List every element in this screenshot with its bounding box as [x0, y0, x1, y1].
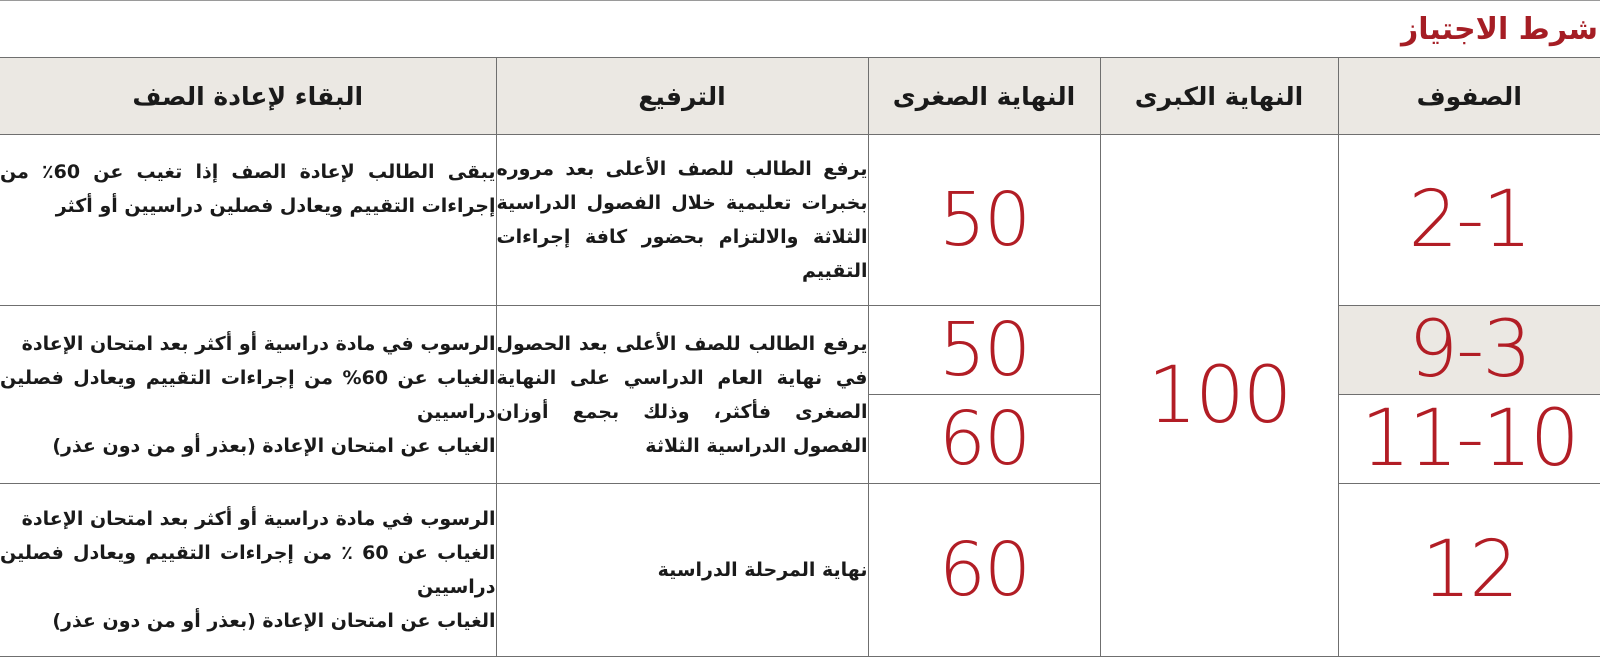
retention-cell: يبقى الطالب لإعادة الصف إذا تغيب عن 60٪ من إجراءات التقييم ويعادل فصلين دراسيين أو أكثر	[0, 135, 496, 306]
header-retention: البقاء لإعادة الصف	[0, 58, 496, 135]
grade-cell: 2-1	[1338, 135, 1600, 306]
retention-line: الرسوب في مادة دراسية أو أكثر بعد امتحان الإعادة	[21, 508, 496, 530]
retention-line: الغياب عن امتحان الإعادة (بعذر أو من دون عذر)	[52, 434, 496, 457]
promotion-cell: يرفع الطالب للصف الأعلى بعد مروره بخبرات تعليمية خلال الفصول الدراسية الثلاثة والالتزام بحضور كافة إجراءات التقييم	[496, 135, 868, 306]
retention-line: الغياب عن 60 ٪ من إجراءات التقييم ويعادل فصلين دراسيين	[0, 542, 496, 598]
header-promotion: الترفيع	[496, 58, 868, 135]
grade-cell: 11-10	[1338, 395, 1600, 484]
header-row	[0, 58, 1600, 135]
table-row	[0, 135, 1600, 306]
grade-cell: 9-3	[1338, 306, 1600, 395]
retention-cell	[0, 484, 496, 657]
header-min-mark: النهاية الصغرى	[868, 58, 1100, 135]
retention-cell	[0, 306, 496, 484]
header-max-mark: النهاية الكبرى	[1100, 58, 1338, 135]
retention-line: الغياب عن 60% من إجراءات التقييم ويعادل فصلين دراسيين	[0, 366, 496, 423]
min-mark-cell: 60	[868, 395, 1100, 484]
table-row	[0, 484, 1600, 657]
header-grades: الصفوف	[1338, 58, 1600, 135]
min-mark-cell: 60	[868, 484, 1100, 657]
table-row	[0, 306, 1600, 395]
retention-line: الرسوب في مادة دراسية أو أكثر بعد امتحان الإعادة	[21, 332, 496, 355]
min-mark-cell: 50	[868, 135, 1100, 306]
promotion-rules-table	[0, 57, 1600, 657]
grade-cell: 12	[1338, 484, 1600, 657]
promotion-cell: نهاية المرحلة الدراسية	[496, 484, 868, 657]
max-mark-cell: 100	[1100, 135, 1338, 657]
retention-line: الغياب عن امتحان الإعادة (بعذر أو من دون عذر)	[52, 610, 496, 632]
top-rule	[0, 0, 1600, 1]
section-title: شرط الاجتياز	[1400, 12, 1598, 47]
promotion-cell: يرفع الطالب للصف الأعلى بعد الحصول في نهاية العام الدراسي على النهاية الصغرى فأكثر، وذلك بجمع أوزان الفصول الدراسية الثلاثة	[496, 306, 868, 484]
min-mark-cell: 50	[868, 306, 1100, 395]
